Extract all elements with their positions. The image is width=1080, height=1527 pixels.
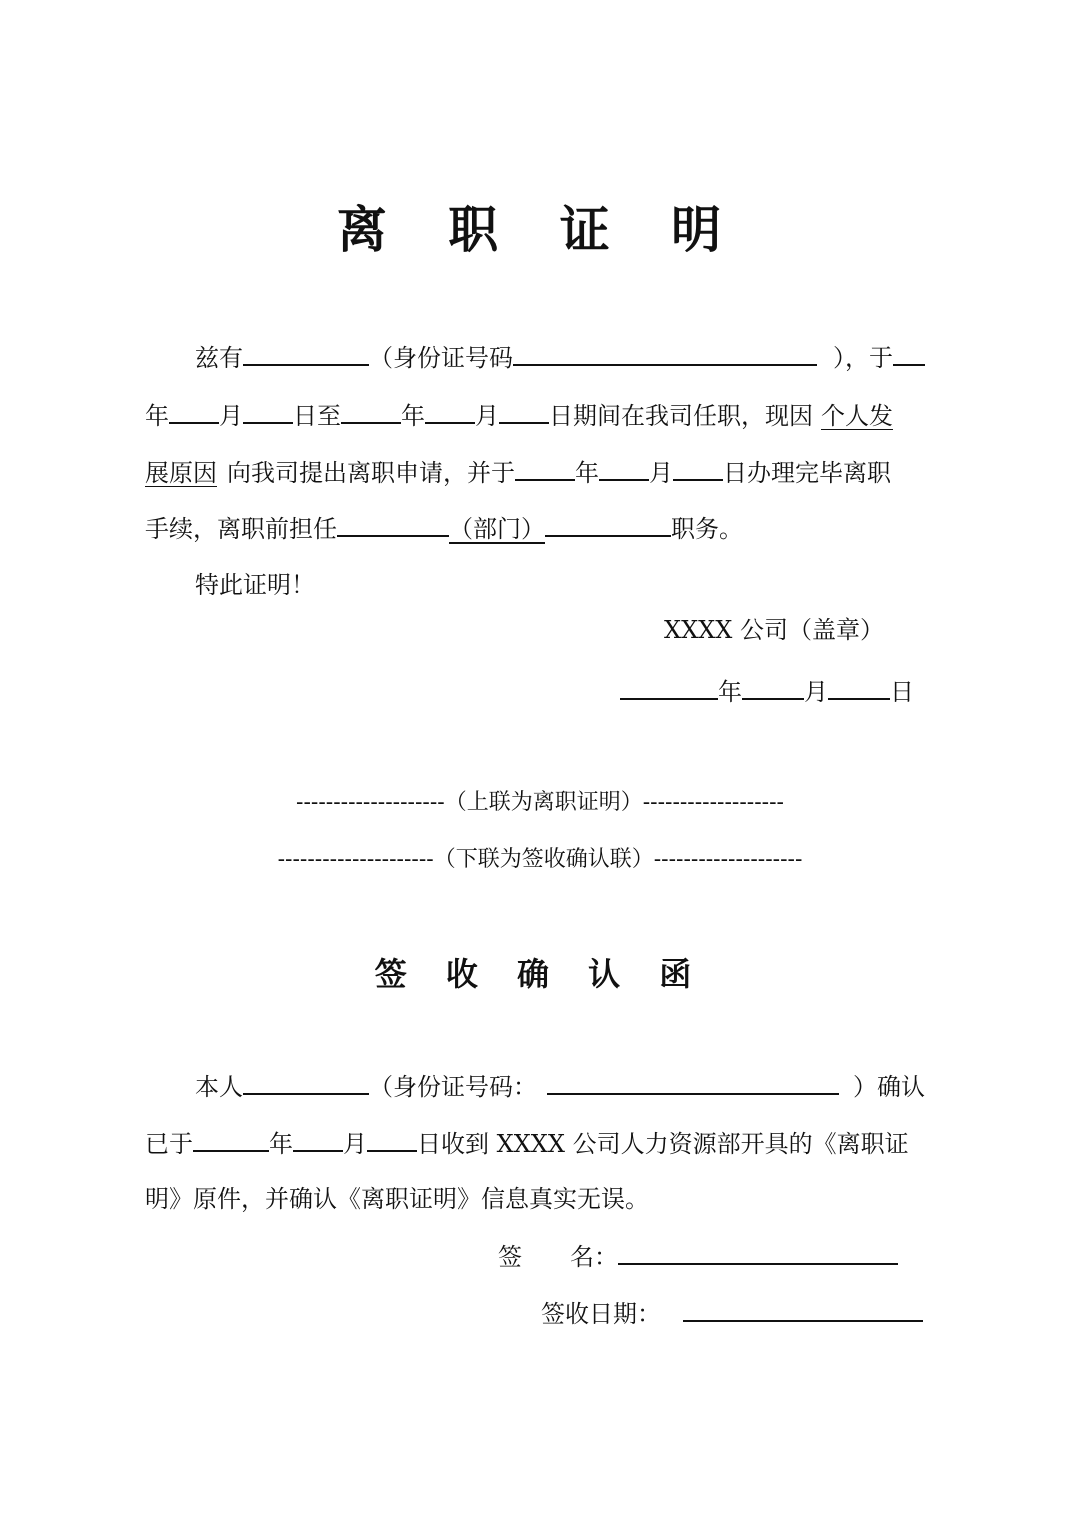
cert-date-day-blank[interactable] <box>828 676 890 700</box>
receipt-month-blank[interactable] <box>293 1128 343 1152</box>
receipt-id-blank[interactable] <box>547 1071 839 1095</box>
cert-line-4: 手续，离职前担任 （部门） 职务。 <box>145 515 743 543</box>
signature-blank[interactable] <box>618 1241 898 1265</box>
separator-upper: --------------------（上联为离职证明）------------------- <box>296 790 784 815</box>
cert-date-month-blank[interactable] <box>742 676 804 700</box>
company-stamp-label: XXXX 公司（盖章） <box>664 616 884 644</box>
receipt-name-blank[interactable] <box>243 1071 369 1095</box>
name-blank[interactable] <box>243 342 369 366</box>
certificate-title: 离 职 证 明 <box>336 200 744 259</box>
cert-line-3: 展原因 向我司提出离职申请，并于 年 月 日办理完毕离职 <box>145 459 891 487</box>
end-month-blank[interactable] <box>425 400 475 424</box>
cert-date-line: 年 月 日 <box>620 676 914 707</box>
reason-text-b: 展原因 <box>145 459 217 487</box>
receipt-line-3: 明》原件，并确认《离职证明》信息真实无误。 <box>145 1185 649 1213</box>
cert-date-year-blank[interactable] <box>620 676 718 700</box>
signature-line: 签 名： <box>498 1241 898 1272</box>
handover-month-blank[interactable] <box>599 457 649 481</box>
reason-text-a: 个人发 <box>821 402 893 430</box>
cert-line-1: 兹有 （身份证号码 ），于 <box>195 342 925 373</box>
separator-lower: ---------------------（下联为签收确认联）-------------------- <box>277 847 803 872</box>
receipt-title: 签 收 确 认 函 <box>374 955 706 993</box>
position-blank[interactable] <box>545 513 671 537</box>
handover-day-blank[interactable] <box>673 457 723 481</box>
receipt-day-blank[interactable] <box>367 1128 417 1152</box>
sign-date-blank[interactable] <box>683 1298 923 1322</box>
receipt-line-2: 已于 年 月 日收到 XXXX 公司人力资源部开具的《离职证 <box>145 1130 909 1158</box>
dept-label: （部门） <box>449 515 545 543</box>
cert-line-2: 年 月 日至 年 月 日期间在我司任职，现因 个人发 <box>145 402 893 430</box>
end-day-blank[interactable] <box>499 400 549 424</box>
handover-year-blank[interactable] <box>515 457 575 481</box>
start-month-blank[interactable] <box>169 400 219 424</box>
closing-text: 特此证明！ <box>195 571 315 599</box>
dept-blank[interactable] <box>337 513 449 537</box>
id-number-blank[interactable] <box>513 342 817 366</box>
sign-date-line: 签收日期： <box>541 1298 923 1329</box>
receipt-year-blank[interactable] <box>193 1128 269 1152</box>
start-day-blank[interactable] <box>243 400 293 424</box>
start-year-blank-a[interactable] <box>893 342 925 366</box>
end-year-blank[interactable] <box>341 400 401 424</box>
receipt-line-1: 本人 （身份证号码： ）确认 <box>195 1073 925 1101</box>
